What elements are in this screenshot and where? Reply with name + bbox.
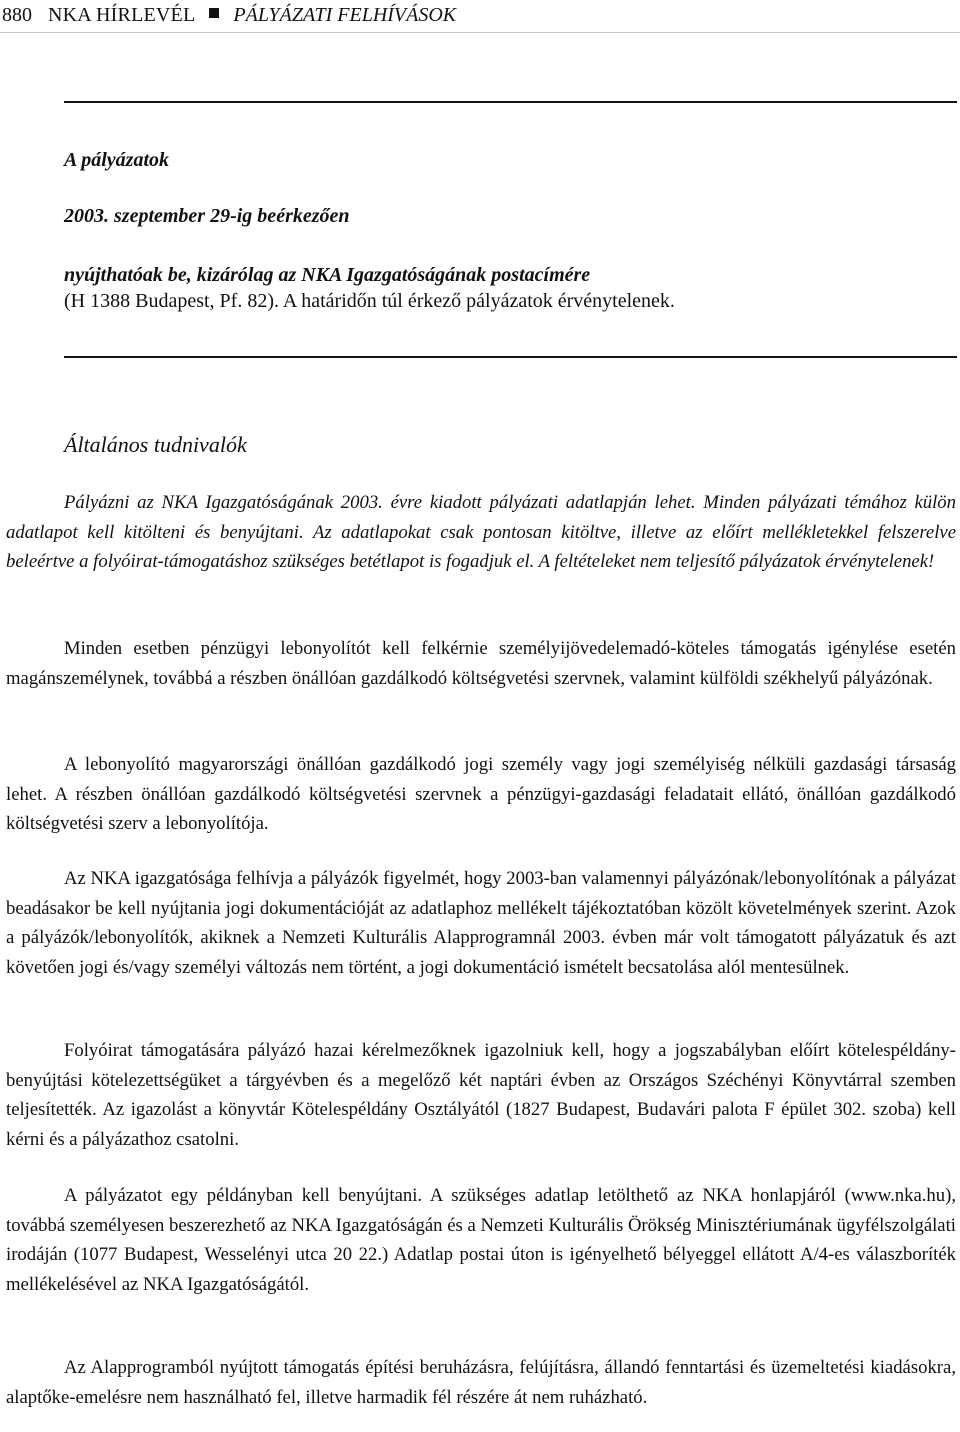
deadline-line-3: nyújthatóak be, kizárólag az NKA Igazgatóságának postacímére (64, 264, 591, 286)
paragraph-2: Minden esetben pénzügyi lebonyolítót kell felkérnie személyijövedelemadó-köteles támogatás igénylése esetén magánszemélynek, továbbá a részben önállóan gazdálkodó költségvetési szervnek, valamint külföldi székhelyű pályázónak. (6, 638, 956, 689)
running-header (2, 3, 456, 27)
section-title: PÁLYÁZATI FELHÍVÁSOK (233, 4, 457, 26)
deadline-line-2: 2003. szeptember 29-ig beérkezően (64, 205, 350, 227)
paragraph-5: Folyóirat támogatására pályázó hazai kérelmezőknek igazolniuk kell, hogy a jogszabályban előírt kötelespéldány-benyújtási kötelezettségüket a tárgyévben és a megelőző két naptári évben az Országos Széchényi Könyvtárral szemben teljesítették. Az igazolást a könyvtár Kötelespéldány Osztályától (1827 Budapest, Budavári palota F épület 302. szoba) kell kérni és a pályázathoz csatolni. (6, 1040, 956, 1150)
paragraph-1-text: Pályázni az NKA Igazgatóságának 2003. évre kiadott pályázati adatlapján lehet. Minden pályázati témához külön adatlapot kell kitölteni és benyújtani. Az adatlapokat csak pontosan kitöltve, illetve az előírt mellékletekkel felszerelve beleértve a folyóirat-támogatáshoz szükséges betétlapot is fogadjuk el. A feltételeket nem teljesítő pályázatok érvénytelenek! (6, 492, 956, 573)
paragraph-6: A pályázatot egy példányban kell benyújtani. A szükséges adatlap letölthető az NKA honlapjáról (www.nka.hu), továbbá személyesen beszerezhető az NKA Igazgatóságán és a Nemzeti Kulturális Örökség Minisztériumának ügyfélszolgálati irodáján (1077 Budapest, Wesselényi utca 20 22.) Adatlap postai úton is igényelhető bélyeggel ellátott A/4-es válaszboríték mellékelésével az NKA Igazgatóságától. (6, 1185, 956, 1295)
deadline-box-top-rule (64, 101, 957, 103)
deadline-line-4: (H 1388 Budapest, Pf. 82). A határidőn túl érkező pályázatok érvénytelenek. (64, 290, 675, 312)
paragraph-1 (6, 488, 956, 577)
paragraph-4: Az NKA igazgatósága felhívja a pályázók figyelmét, hogy 2003-ban valamennyi pályázónak/lebonyolítónak a pályázat beadásakor be kell nyújtania jogi dokumentációját az adatlaphoz mellékelt tájékoztatóban közölt követelmények szerint. Azok a pályázók/lebonyolítók, akiknek a Nemzeti Kulturális Alapprogramnál 2003. évben már volt támogatott pályázatuk és azt követően jogi és/vagy személyi változás nem történt, a jogi dokumentáció ismételt becsatolása alól mentesülnek. (6, 868, 956, 978)
page-number: 880 (2, 4, 32, 26)
square-bullet-icon (209, 8, 219, 18)
paragraph-7: Az Alapprogramból nyújtott támogatás építési beruházásra, felújításra, állandó fenntartási és üzemeltetési kiadásokra, alaptőke-emelésre nem használható fel, illetve harmadik fél részére át nem ruházható. (6, 1357, 956, 1408)
deadline-box-bottom-rule (64, 356, 957, 358)
header-divider (0, 32, 960, 33)
section-heading: Általános tudnivalók (64, 432, 247, 457)
journal-title: NKA HÍRLEVÉL (48, 4, 196, 26)
paragraph-3: A lebonyolító magyarországi önállóan gazdálkodó jogi személy vagy jogi személyiség nélküli gazdasági társaság lehet. A részben önállóan gazdálkodó költségvetési szervnek a pénzügyi-gazdasági feladatait ellátó, önállóan gazdálkodó költségvetési szerv a lebonyolítója. (6, 754, 956, 835)
deadline-line-1: A pályázatok (64, 149, 170, 171)
